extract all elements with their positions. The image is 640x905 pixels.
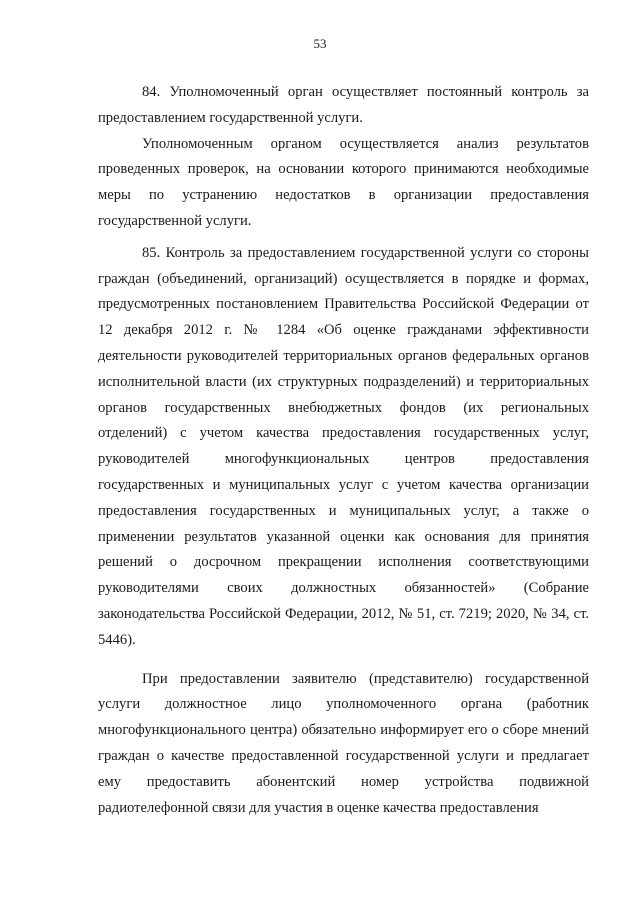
paragraph-84: 84. Уполномоченный орган осуществляет постоянный контроль за предоставлением государственной услуги. (98, 84, 589, 126)
paragraph-85: 85. Контроль за предоставлением государственной услуги со стороны граждан (объединений, организаций) осуществляется в порядке и формах, предусмотренных постановлением Правительства Российской Федерации от 12 декабря 2012 г. № 1284 «Об оценке гражданами эффективности деятельности руководителей территориальных органов федеральных органов исполнительной власти (их структурных подразделений) и территориальных органов государственных внебюджетных фондов (их региональных отделений) с учетом качества предоставления государственных услуг, руководителей многофункциональных центров предоставления государственных и муниципальных услуг с учетом качества организации предоставления государственных и муниципальных услуг, а также о применении результатов указанной оценки как основания для принятия решений о досрочном прекращении исполнения соответствующими руководителями своих должностных обязанностей» (Собрание законодательства Российской Федерации, 2012, № 51, ст. 7219; 2020, № 34, ст. 5446). (98, 244, 589, 648)
page-number: 53 (313, 36, 327, 51)
document-body (98, 80, 589, 821)
paragraph-gap (98, 654, 589, 667)
paragraph-assessment-info: При предоставлении заявителю (представителю) государственной услуги должностное лицо уполномоченного органа (работник многофункционального центра) обязательно информирует его о сборе мнений граждан о качестве предоставленной государственной услуги и предлагает ему предоставить абонентский номер устройства подвижной радиотелефонной связи для участия в оценке качества предоставления (98, 670, 589, 816)
paragraph-analysis: Уполномоченным органом осуществляется анализ результатов проведенных проверок, на основании которого принимаются необходимые меры по устранению недостатков в организации предоставления государственной услуги. (98, 135, 589, 229)
